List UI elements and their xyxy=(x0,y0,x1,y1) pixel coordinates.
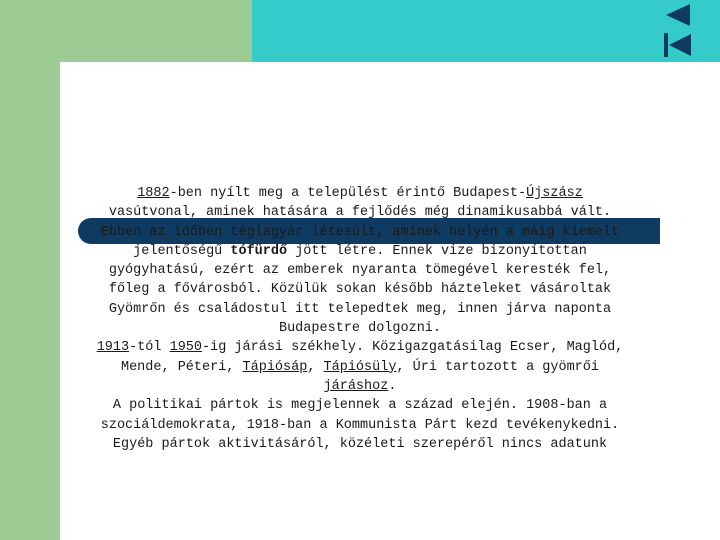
text: jött létre. Ennek vize bizonyítottan gyógyhatású, ezért az emberek nyaranta tömegével keresték fel, főleg a fővárosból. Közülük sokan később házteleket vásároltak Gyömrőn és családostul itt telepedtek meg, innen járva naponta Budapestre dolgozni. xyxy=(108,243,612,337)
top-decor-band xyxy=(252,0,720,62)
slide-body xyxy=(96,184,624,454)
text: -ig járási székhely. Közigazgatásilag Ecser, Maglód, Mende, Péteri, xyxy=(120,340,624,375)
text: , Úri tartozott a gyömrői xyxy=(396,359,599,375)
link-year-1950[interactable]: 1950 xyxy=(169,340,203,356)
previous-slide-icon[interactable] xyxy=(666,4,690,26)
link-ujszasz[interactable]: Újszász xyxy=(526,186,583,201)
bold-tofurdo: tófürdő xyxy=(230,243,288,259)
link-tapiosap[interactable]: Tápiósáp xyxy=(242,359,308,375)
left-decor-band xyxy=(0,0,60,540)
paragraph-district xyxy=(96,338,624,396)
link-jarashoz[interactable]: járáshoz xyxy=(323,378,389,394)
paragraph-railway xyxy=(96,184,624,338)
link-year-1913[interactable]: 1913 xyxy=(96,340,130,356)
text: . xyxy=(388,378,397,394)
link-year-1882[interactable]: 1882 xyxy=(137,186,170,201)
link-tapiosuly[interactable]: Tápiósüly xyxy=(323,359,397,375)
text: vasútvonal, aminek hatására a fejlődés még dinamikusabbá vált. Ebben az időben téglagyár létesült, aminek helyén a máig kiemelt jelentőségű xyxy=(100,205,620,259)
text: , xyxy=(307,359,324,375)
text: -ben nyílt meg a települést érintő Budapest- xyxy=(169,186,527,201)
first-slide-icon-arrow xyxy=(669,34,691,56)
paragraph-parties: A politikai pártok is megjelennek a század elején. 1908-ban a szociáldemokrata, 1918-ban a Kommunista Párt kezd tevékenykedni. Egyéb pártok aktivitásáról, közéleti szerepéről nincs adatunk xyxy=(100,398,620,452)
text: -tól xyxy=(129,340,170,356)
first-slide-icon[interactable] xyxy=(664,33,692,57)
top-left-decor-band xyxy=(0,0,252,62)
first-slide-icon-bar xyxy=(664,33,668,57)
